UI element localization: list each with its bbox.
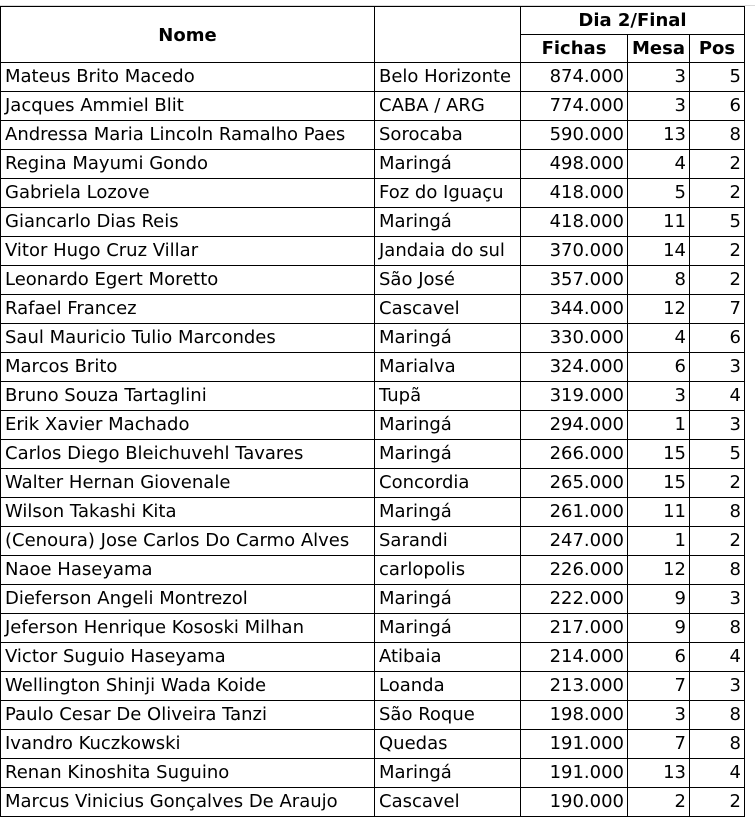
header-city (375, 6, 521, 63)
player-city: Marialva (375, 353, 521, 382)
player-table: 12 (628, 556, 690, 585)
player-name: Rafael Francez (0, 295, 375, 324)
player-chips: 418.000 (521, 208, 628, 237)
player-pos: 5 (690, 63, 745, 92)
player-city: São Roque (375, 701, 521, 730)
player-chips: 198.000 (521, 701, 628, 730)
player-table: 1 (628, 527, 690, 556)
player-chips: 370.000 (521, 237, 628, 266)
player-table: 13 (628, 759, 690, 788)
player-chips: 190.000 (521, 788, 628, 817)
player-name: Vitor Hugo Cruz Villar (0, 237, 375, 266)
player-name: Renan Kinoshita Suguino (0, 759, 375, 788)
player-city: Cascavel (375, 295, 521, 324)
player-name: Ivandro Kuczkowski (0, 730, 375, 759)
player-pos: 6 (690, 324, 745, 353)
player-chips: 874.000 (521, 63, 628, 92)
player-name: Victor Suguio Haseyama (0, 643, 375, 672)
player-chips: 247.000 (521, 527, 628, 556)
player-chips: 590.000 (521, 121, 628, 150)
player-city: Tupã (375, 382, 521, 411)
player-table: 9 (628, 585, 690, 614)
player-city: Belo Horizonte (375, 63, 521, 92)
player-pos: 3 (690, 672, 745, 701)
player-pos: 8 (690, 701, 745, 730)
player-pos: 4 (690, 759, 745, 788)
player-city: Atibaia (375, 643, 521, 672)
player-table: 1 (628, 411, 690, 440)
player-chips: 294.000 (521, 411, 628, 440)
player-table: 5 (628, 179, 690, 208)
player-city: Maringá (375, 324, 521, 353)
player-table: 11 (628, 498, 690, 527)
player-city: São José (375, 266, 521, 295)
player-pos: 8 (690, 730, 745, 759)
player-table: 2 (628, 788, 690, 817)
player-city: Quedas (375, 730, 521, 759)
player-table: 6 (628, 353, 690, 382)
player-chips: 418.000 (521, 179, 628, 208)
player-name: Jacques Ammiel Blit (0, 92, 375, 121)
player-pos: 2 (690, 266, 745, 295)
player-pos: 6 (690, 92, 745, 121)
player-table: 3 (628, 92, 690, 121)
player-chips: 498.000 (521, 150, 628, 179)
player-city: Maringá (375, 614, 521, 643)
player-chips: 324.000 (521, 353, 628, 382)
player-name: Gabriela Lozove (0, 179, 375, 208)
player-pos: 7 (690, 295, 745, 324)
player-pos: 2 (690, 469, 745, 498)
player-pos: 5 (690, 440, 745, 469)
player-city: Concordia (375, 469, 521, 498)
player-pos: 8 (690, 498, 745, 527)
player-name: Marcus Vinicius Gonçalves De Araujo (0, 788, 375, 817)
player-chips: 357.000 (521, 266, 628, 295)
player-city: carlopolis (375, 556, 521, 585)
player-pos: 3 (690, 353, 745, 382)
player-name: Leonardo Egert Moretto (0, 266, 375, 295)
player-name: Andressa Maria Lincoln Ramalho Paes (0, 121, 375, 150)
player-chips: 191.000 (521, 759, 628, 788)
player-table: 13 (628, 121, 690, 150)
header-pos: Pos (690, 35, 745, 63)
player-chips: 261.000 (521, 498, 628, 527)
player-table: 12 (628, 295, 690, 324)
player-pos: 2 (690, 527, 745, 556)
player-chips: 344.000 (521, 295, 628, 324)
header-name: Nome (0, 6, 375, 63)
player-name: Carlos Diego Bleichuvehl Tavares (0, 440, 375, 469)
player-table: 3 (628, 701, 690, 730)
player-name: (Cenoura) Jose Carlos Do Carmo Alves (0, 527, 375, 556)
player-pos: 3 (690, 411, 745, 440)
player-city: Maringá (375, 759, 521, 788)
player-city: Foz do Iguaçu (375, 179, 521, 208)
player-city: Maringá (375, 498, 521, 527)
player-city: CABA / ARG (375, 92, 521, 121)
player-city: Cascavel (375, 788, 521, 817)
player-name: Erik Xavier Machado (0, 411, 375, 440)
player-chips: 191.000 (521, 730, 628, 759)
player-name: Wellington Shinji Wada Koide (0, 672, 375, 701)
player-city: Sorocaba (375, 121, 521, 150)
player-name: Naoe Haseyama (0, 556, 375, 585)
player-pos: 2 (690, 179, 745, 208)
player-chips: 226.000 (521, 556, 628, 585)
player-table: 15 (628, 469, 690, 498)
player-chips: 222.000 (521, 585, 628, 614)
header-chips: Fichas (521, 35, 628, 63)
player-chips: 774.000 (521, 92, 628, 121)
player-table: 8 (628, 266, 690, 295)
player-city: Loanda (375, 672, 521, 701)
player-name: Jeferson Henrique Kososki Milhan (0, 614, 375, 643)
player-name: Marcos Brito (0, 353, 375, 382)
player-pos: 4 (690, 382, 745, 411)
player-city: Jandaia do sul (375, 237, 521, 266)
player-name: Saul Mauricio Tulio Marcondes (0, 324, 375, 353)
player-chips: 213.000 (521, 672, 628, 701)
player-city: Maringá (375, 411, 521, 440)
player-table: 9 (628, 614, 690, 643)
header-group: Dia 2/Final (521, 6, 745, 35)
player-city: Maringá (375, 208, 521, 237)
player-pos: 2 (690, 237, 745, 266)
player-pos: 5 (690, 208, 745, 237)
header-table: Mesa (628, 35, 690, 63)
player-table: 6 (628, 643, 690, 672)
player-table: 11 (628, 208, 690, 237)
player-name: Wilson Takashi Kita (0, 498, 375, 527)
player-table: 3 (628, 382, 690, 411)
player-city: Maringá (375, 150, 521, 179)
player-city: Maringá (375, 440, 521, 469)
player-chips: 330.000 (521, 324, 628, 353)
player-table: 14 (628, 237, 690, 266)
player-name: Bruno Souza Tartaglini (0, 382, 375, 411)
player-chips: 319.000 (521, 382, 628, 411)
player-name: Giancarlo Dias Reis (0, 208, 375, 237)
player-name: Regina Mayumi Gondo (0, 150, 375, 179)
player-table: 4 (628, 324, 690, 353)
player-name: Dieferson Angeli Montrezol (0, 585, 375, 614)
player-name: Paulo Cesar De Oliveira Tanzi (0, 701, 375, 730)
player-chips: 265.000 (521, 469, 628, 498)
player-name: Walter Hernan Giovenale (0, 469, 375, 498)
player-pos: 2 (690, 788, 745, 817)
player-table: 15 (628, 440, 690, 469)
player-city: Sarandi (375, 527, 521, 556)
player-pos: 4 (690, 643, 745, 672)
player-chips: 214.000 (521, 643, 628, 672)
player-chips: 266.000 (521, 440, 628, 469)
player-pos: 8 (690, 614, 745, 643)
player-pos: 8 (690, 556, 745, 585)
player-pos: 3 (690, 585, 745, 614)
player-table: 3 (628, 63, 690, 92)
player-name: Mateus Brito Macedo (0, 63, 375, 92)
player-table: 7 (628, 672, 690, 701)
player-pos: 8 (690, 121, 745, 150)
player-table: 7 (628, 730, 690, 759)
player-table: 4 (628, 150, 690, 179)
player-city: Maringá (375, 585, 521, 614)
player-chips: 217.000 (521, 614, 628, 643)
player-pos: 2 (690, 150, 745, 179)
